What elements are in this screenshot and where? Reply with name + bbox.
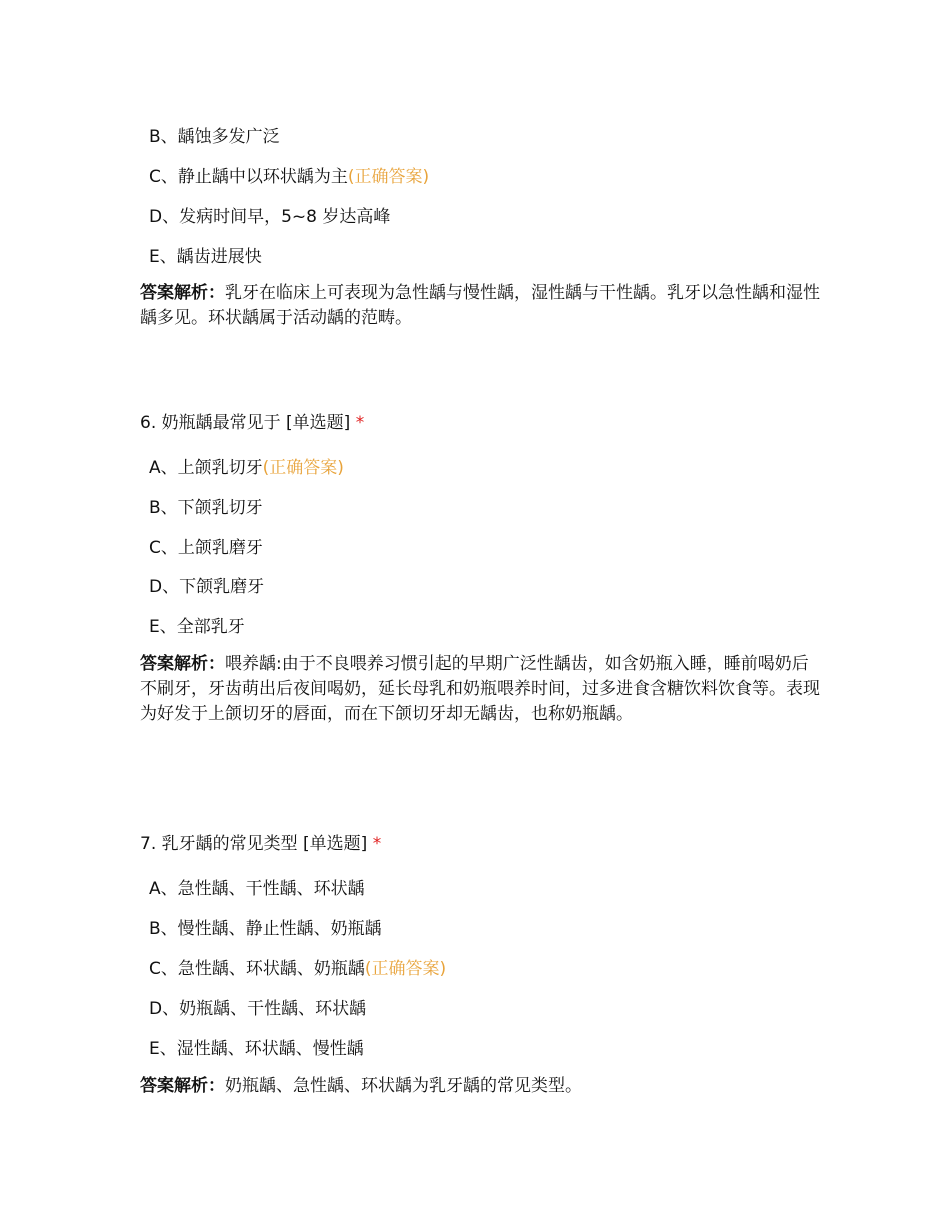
q7-option-e [149,1034,364,1059]
option-text: D、奶瓶龋、干性龋、环状龋 [149,999,367,1019]
required-mark: * [372,834,382,854]
q5-option-c [149,162,429,187]
correct-answer-mark: (正确答案) [347,167,430,187]
option-text: D、发病时间早，5~8 岁达高峰 [149,207,391,227]
option-text: E、龋齿进展快 [149,247,262,267]
q5-option-b [149,122,280,147]
option-text: E、湿性龋、环状龋、慢性龋 [149,1039,364,1059]
q6-title [140,408,364,433]
q6-option-b [149,493,263,518]
option-text: A、上颌乳切牙 [149,458,263,478]
analysis-text: 奶瓶龋、急性龋、环状龋为乳牙龋的常见类型。 [225,1076,582,1096]
q7-option-c [149,954,446,979]
option-text: E、全部乳牙 [149,617,245,637]
option-text: A、急性龋、干性龋、环状龋 [149,879,365,899]
option-text: B、下颌乳切牙 [149,498,263,518]
q7-title [140,829,381,854]
q6-option-d [149,572,264,597]
q7-option-b [149,914,382,939]
analysis-text: 喂养龋:由于不良喂养习惯引起的早期广泛性龋齿，如含奶瓶入睡，睡前喝奶后不刷牙，牙齿萌出后夜间喝奶，延长母乳和奶瓶喂养时间，过多进食含糖饮料饮食等。表现为好发于上颌切牙的唇面，而在下颌切牙却无龋齿，也称奶瓶龋。 [140,654,820,724]
analysis-text: 乳牙在临床上可表现为急性龋与慢性龋，湿性龋与干性龋。乳牙以急性龋和湿性龋多见。环状龋属于活动龋的范畴。 [140,283,820,328]
required-mark: * [355,413,365,433]
analysis-label: 答案解析： [140,1076,225,1096]
q7-analysis [140,1074,820,1099]
option-text: C、静止龋中以环状龋为主 [149,167,348,187]
q6-option-e [149,612,245,637]
analysis-label: 答案解析： [140,283,225,303]
q6-analysis [140,652,820,727]
correct-answer-mark: (正确答案) [364,959,447,979]
option-text: D、下颌乳磨牙 [149,577,265,597]
question-title-text: 7. 乳牙龋的常见类型 [单选题] [140,834,368,854]
correct-answer-mark: (正确答案) [262,458,344,478]
q5-option-d [149,202,390,227]
q6-option-a [149,453,344,478]
question-title-text: 6. 奶瓶龋最常见于 [单选题] [140,413,351,433]
q6-option-c [149,533,263,558]
q7-option-a [149,874,365,899]
q5-option-e [149,242,262,267]
option-text: B、慢性龋、静止性龋、奶瓶龋 [149,919,382,939]
analysis-label: 答案解析： [140,654,225,674]
q7-option-d [149,994,366,1019]
q5-analysis [140,281,820,331]
option-text: B、龋蚀多发广泛 [149,127,280,147]
option-text: C、上颌乳磨牙 [149,538,263,558]
option-text: C、急性龋、环状龋、奶瓶龋 [149,959,365,979]
